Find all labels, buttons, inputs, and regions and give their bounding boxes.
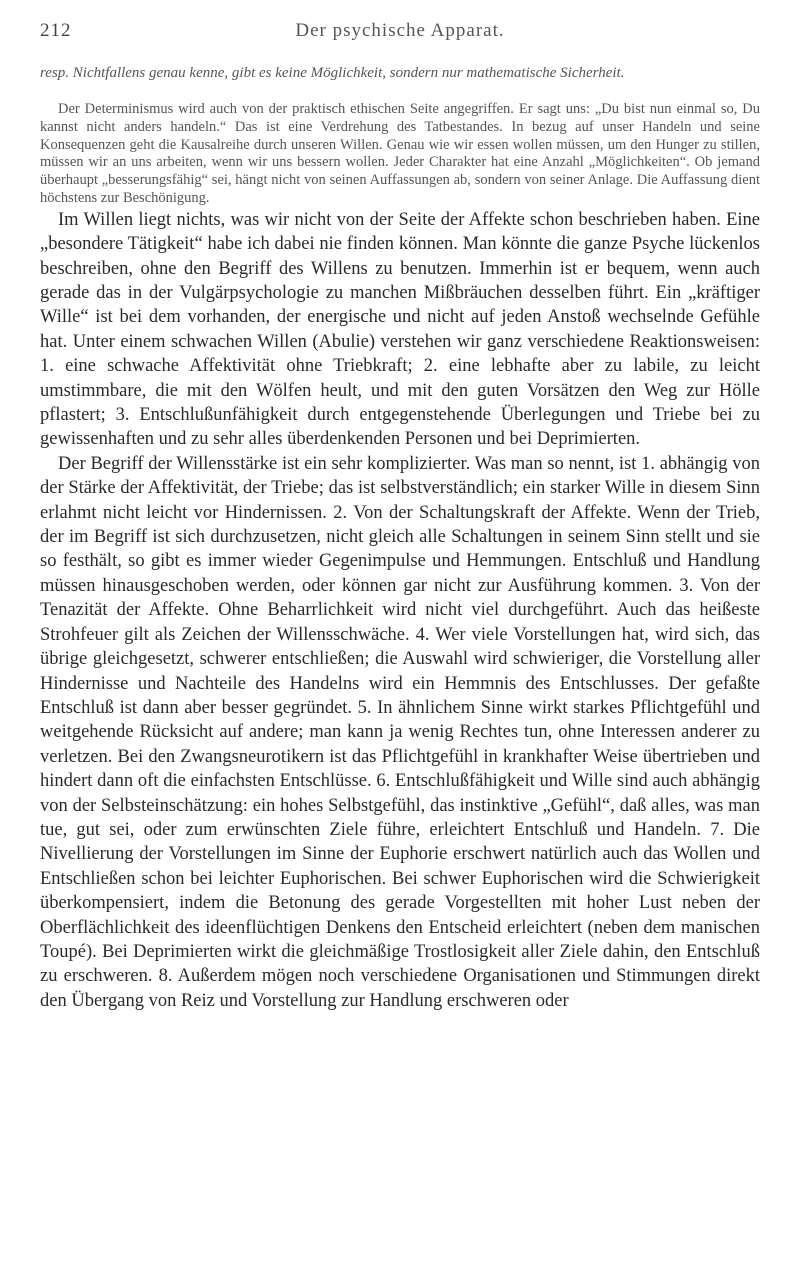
book-page xyxy=(40,0,760,1013)
page-number: 212 xyxy=(40,20,72,41)
paragraph-willpower: Der Begriff der Willensstärke ist ein sehr komplizierter. Was man so nennt, ist 1. abhängig von der Stärke der Affektivität, der Triebe; das ist selbstverständlich; ein starker Wille in diesem Sinn erlahmt nicht leicht vor Hindernissen. 2. Von der Schaltungskraft der Affekte. Wenn der Trieb, der im Begriff ist sich durchzusetzen, nicht gleich alle Schaltungen in seinem Sinn stellt und sie so festhält, so gibt es immer wieder Gegenimpulse und Hemmungen. Entschluß und Handlung müssen hinausgeschoben werden, oder können gar nicht zur Ausführung kommen. 3. Von der Tenazität der Affekte. Ohne Beharrlichkeit wird nicht viel durchgeführt. Auch das heißeste Strohfeuer gilt als Zeichen der Willensschwäche. 4. Wer viele Vorstellungen hat, wird sich, das übrige gleichgesetzt, schwerer entschließen; die Auswahl wird schwieriger, die Vorstellung aller Hindernisse und Nachteile des Handelns wird ein Hemmnis des Entschlusses. Der gefaßte Entschluß ist dann aber besser gegründet. 5. In ähnlichem Sinne wirkt starkes Pflichtgefühl und weitgehende Rücksicht auf andere; man kann ja wenig Rechtes tun, ohne Interessen anderer zu verletzen. Bei den Zwangsneurotikern ist das Pflichtgefühl in krankhafter Weise übertrieben und hindert dann oft die einfachsten Entschlüsse. 6. Entschlußfähigkeit und Wille sind auch abhängig von der Selbsteinschätzung: ein hohes Selbstgefühl, das instinktive „Gefühl“, daß alles, was man tue, gut sei, oder zum erwünschten Ziele führe, erleichtert Entschluß und Handeln. 7. Die Nivellierung der Vorstellungen im Sinne der Euphorie erschwert natürlich auch das Wollen und Entschließen schon bei leichter Euphorischen. Bei schwer Euphorischen wird die Schwierigkeit überkompensiert, indem die Betonung des gerade Vorgestellten mit hoher Lust neben der Oberflächlichkeit des ideenflüchtigen Denkens den Entscheid erleichtert (neben dem manischen Toupé). Bei Deprimierten wirkt die gleichmäßige Trostlosigkeit aller Ziele dahin, den Entschluß zu erschweren. 8. Außerdem mögen noch verschiedene Organisationen und Stimmungen direkt den Übergang von Reiz und Vorstellung zur Handlung erschweren oder xyxy=(40,453,760,1011)
running-title: Der psychische Apparat. xyxy=(295,20,505,41)
running-head xyxy=(40,0,760,50)
paragraph-continuation: resp. Nichtfallens genau kenne, gibt es keine Möglichkeit, sondern nur mathematische Sicherheit. xyxy=(40,65,625,81)
paragraph-will: Im Willen liegt nichts, was wir nicht von der Seite der Affekte schon beschrieben haben. Eine „besondere Tätigkeit“ habe ich dabei nie finden können. Man könnte die ganze Psyche lückenlos beschreiben, ohne den Begriff des Willens zu benutzen. Immerhin ist er bequem, wenn auch gerade das in der Vulgärpsychologie zu manchen Mißbräuchen desselben führt. Ein „kräftiger Wille“ ist bei dem vorhanden, der energische und nicht auf jeden Anstoß wechselnde Gefühle hat. Unter einem schwachen Willen (Abulie) verstehen wir ganz verschiedene Reaktionsweisen: 1. eine schwache Affektivität ohne Triebkraft; 2. eine lebhafte aber zu labile, zu leicht umstimmbare, die mit den Wölfen heult, und mit den guten Vorsätzen den Weg zur Hölle pflastert; 3. Entschlußunfähigkeit durch entgegenstehende Überlegungen und Triebe bei zu gewissenhaften und zu sehr alles überdenkenden Personen und bei Deprimierten. xyxy=(40,209,760,450)
paragraph-determinism: Der Determinismus wird auch von der praktisch ethischen Seite angegriffen. Er sagt uns: „Du bist nun einmal so, Du kannst nicht anders handeln.“ Das ist eine Verdrehung des Tatbestandes. In bezug auf unser Handeln und seine Konsequenzen geht die Kausalreihe durch unseren Willen. Genau wie wir essen wollen müssen, um den Hunger zu stillen, müssen wir an uns arbeiten, wenn wir uns bessern wollen. Jeder Charakter hat eine Anzahl „Möglichkeiten“. Ob jemand überhaupt „besserungsfähig“ sei, hängt nicht von seinen Auffassungen ab, sondern von seiner Anlage. Die Auffassung dient höchstens zur Beschönigung. xyxy=(40,101,760,206)
